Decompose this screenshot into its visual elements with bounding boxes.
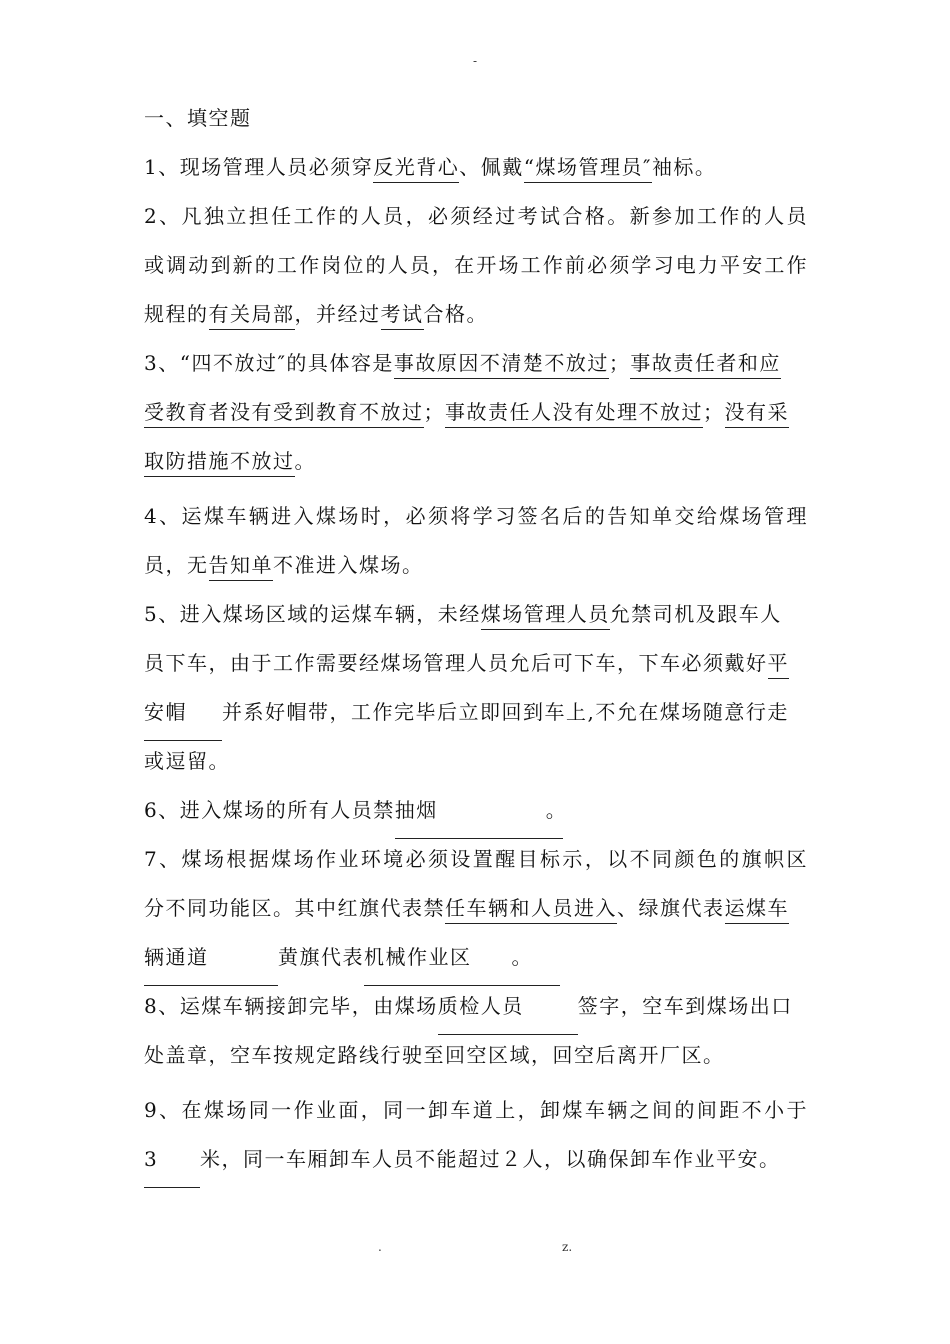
answer-blank: 考试	[381, 302, 424, 330]
question-4-line-2: 员，无告知单不准进入煤场。	[144, 541, 808, 590]
answer-blank: 受教育者没有受到教育不放过	[144, 400, 424, 428]
answer-blank: 任车辆和人员进入	[445, 896, 617, 924]
question-4-line-1: 4、运煤车辆进入煤场时，必须将学习签名后的告知单交给煤场管理	[144, 504, 808, 528]
answer-blank: 煤场管理人员	[481, 602, 610, 630]
answer-blank: 辆通道	[144, 933, 278, 986]
question-5-line-3: 安帽 并系好帽带，工作完毕后立即回到车上,不允在煤场随意行走	[144, 688, 808, 737]
answer-blank: 质检人员	[438, 982, 578, 1035]
question-3-line-3: 取防措施不放过。	[144, 437, 808, 486]
answer-blank: 机械作业区 。	[364, 933, 560, 986]
question-2-line-3: 规程的有关局部，并经过考试合格。	[144, 290, 808, 339]
header-mark: -	[472, 54, 478, 68]
question-6: 6、进入煤场的所有人员禁抽烟 。	[144, 786, 808, 835]
answer-blank: 有关局部	[209, 302, 295, 330]
question-3-line-2: 受教育者没有受到教育不放过；事故责任人没有处理不放过；没有采	[144, 388, 808, 437]
answer-blank: 运煤车	[725, 896, 790, 924]
question-1: 1、现场管理人员必须穿反光背心、佩戴“煤场管理员″袖标。	[144, 143, 808, 192]
footer-dot: .	[378, 1240, 382, 1254]
question-9-line-1: 9、在煤场同一作业面，同一卸车道上，卸煤车辆之间的间距不小于	[144, 1098, 808, 1122]
answer-blank: 没有采	[725, 400, 790, 428]
answer-blank: 抽烟 。	[395, 786, 563, 839]
question-5-line-2: 员下车，由于工作需要经煤场管理人员允后可下车，下车必须戴好平	[144, 639, 808, 688]
answer-blank: 平	[768, 651, 790, 679]
question-7-line-1: 7、煤场根据煤场作业环境必须设置醒目标示，以不同颜色的旗帜区	[144, 847, 808, 871]
answer-blank: “煤场管理员″	[524, 155, 652, 183]
footer-page-mark: z.	[562, 1240, 573, 1254]
answer-blank: 事故责任人没有处理不放过	[445, 400, 703, 428]
question-9-line-2: 3 米，同一车厢卸车人员不能超过２人，以确保卸车作业平安。	[144, 1135, 808, 1184]
answer-blank: 事故责任者和应	[630, 351, 781, 379]
answer-blank: 安帽	[144, 688, 222, 741]
section-title: 一、填空题	[144, 106, 252, 130]
question-3-line-1: 3、“四不放过″的具体容是事故原因不清楚不放过；事故责任者和应	[144, 339, 808, 388]
answer-blank: 3	[144, 1135, 200, 1188]
question-7-line-3: 辆通道 黄旗代表机械作业区 。	[144, 933, 808, 982]
question-5-line-1: 5、进入煤场区域的运煤车辆，未经煤场管理人员允禁司机及跟车人	[144, 590, 808, 639]
question-5-line-4: 或逗留。	[144, 749, 230, 773]
answer-blank: 取防措施不放过	[144, 449, 295, 477]
question-2-line-1: 2、凡独立担任工作的人员，必须经过考试合格。新参加工作的人员	[144, 204, 808, 228]
question-7-line-2: 分不同功能区。其中红旗代表禁任车辆和人员进入、绿旗代表运煤车	[144, 884, 808, 933]
answer-blank: 反光背心	[373, 155, 459, 183]
question-8-line-1: 8、运煤车辆接卸完毕，由煤场质检人员 签字，空车到煤场出口	[144, 982, 808, 1031]
question-2-line-2: 或调动到新的工作岗位的人员，在开场工作前必须学习电力平安工作	[144, 253, 808, 277]
answer-blank: 告知单	[209, 553, 274, 581]
document-body	[144, 94, 808, 1184]
question-8-line-2: 处盖章，空车按规定路线行驶至回空区域，回空后离开厂区。	[144, 1043, 725, 1067]
answer-blank: 事故原因不清楚不放过	[394, 351, 609, 379]
